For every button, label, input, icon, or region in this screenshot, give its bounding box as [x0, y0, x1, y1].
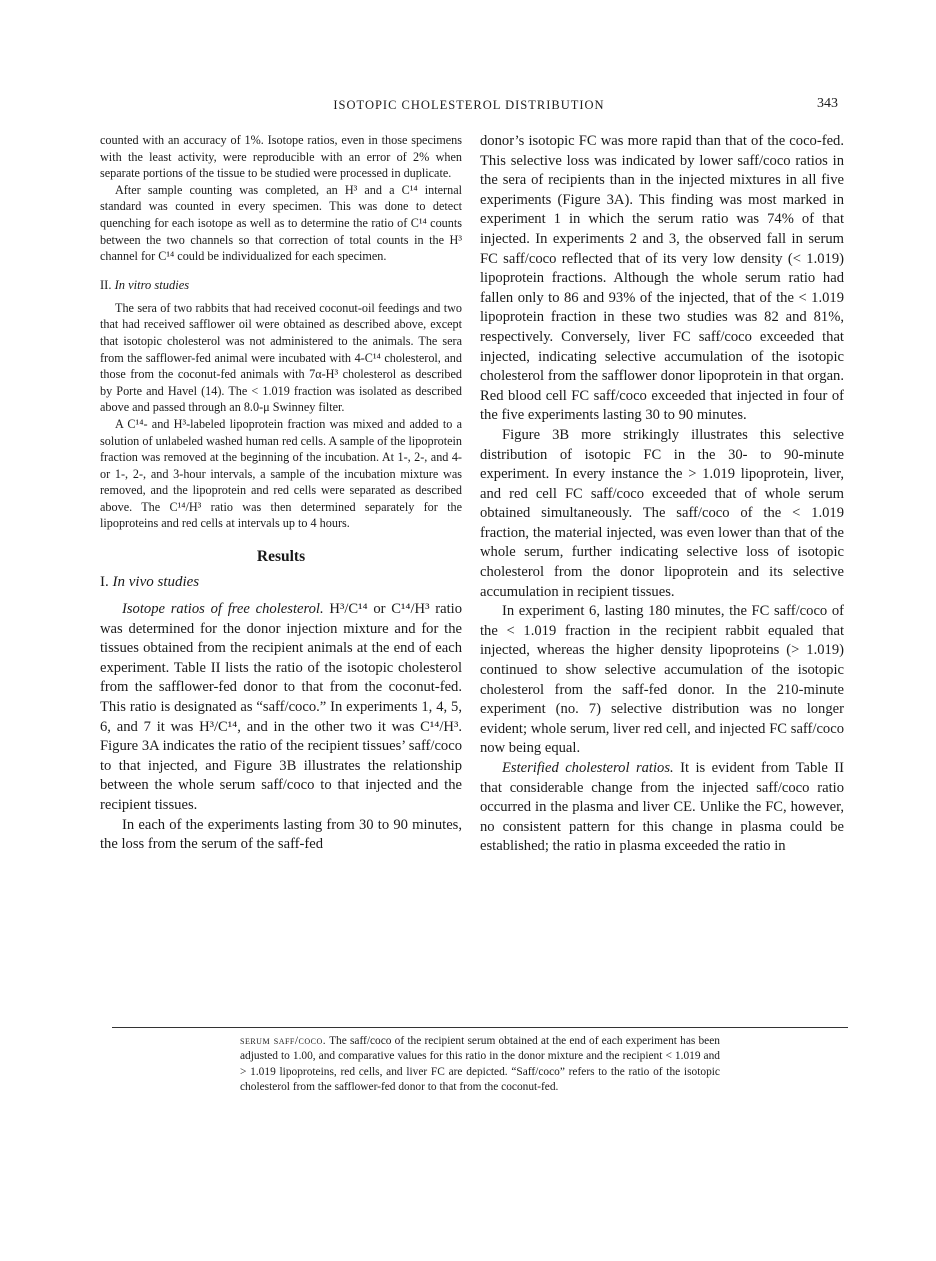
figure-caption: [240, 1034, 720, 1096]
caption-text: The saff/coco of the recipient serum obtained at the end of each experiment has been adjusted to 1.00, and comparative values for this ratio in the donor mixture and the recipient < 1.019 and > 1.019 lipoproteins, red cells, and liver FC are depicted. “Saff/coco” refers to the ratio of the isotopic cholesterol from the safflower-fed donor to that from the coconut-fed.: [240, 1035, 720, 1094]
run-in-heading: Isotope ratios of free cholesterol.: [122, 601, 324, 618]
paragraph: counted with an accuracy of 1%. Isotope ratios, even in those specimens with the least activity, were reproducible with an error of 2% when separate portions of the tissue to be studied were processed in duplicate.: [100, 133, 462, 181]
right-column-text: [480, 132, 844, 857]
heading-number: I.: [100, 574, 109, 591]
in-vitro-section: [100, 300, 462, 532]
footnote-divider: [112, 1027, 848, 1028]
paragraph: In each of the experiments lasting from 30 to 90 minutes, the loss from the serum of the saff-fed: [100, 816, 462, 853]
paragraph: [480, 759, 844, 857]
paragraph: In experiment 6, lasting 180 minutes, the FC saff/coco of the < 1.019 fraction in the recipient rabbit equaled that injected, whereas the higher density lipoproteins (> 1.019) continued to show selective accumulation of the isotopic cholesterol from the saff-fed donor. In the 210-minute experiment (no. 7) selective distribution was no longer evident; whole serum, liver red cell, and injected FC saff/coco now being equal.: [480, 603, 844, 757]
results-heading: Results: [256, 548, 306, 566]
caption-lead: serum saff/coco.: [240, 1035, 327, 1047]
paragraph: Figure 3B more strikingly illustrates this selective distribution of isotopic FC in the 30- to 90-minute experiment. In every instance the > 1.019 lipoprotein, liver, and red cell FC saff/coco exceeded that of whole serum obtained simultaneously. The saff/coco of the < 1.019 fraction, the material injected, was even lower than that of the whole serum, further indicating selective loss of isotopic cholesterol from the donor lipoprotein and its selective accumulation in recipient tissues.: [480, 426, 844, 600]
page-number: 343: [817, 96, 838, 111]
paragraph: donor’s isotopic FC was more rapid than that of the coco-fed. This selective loss was indicated by lower saff/coco ratios in the sera of recipients than in the injected mixtures in all five experiments (Figure 3A). This finding was most marked in experiment 1 in which the serum ratio was 74% of that injected. In experiments 2 and 3, the observed fall in serum FC saff/coco reflected that of its very low density (< 1.019) lipoprotein fractions. Although the whole serum ratio had fallen only to 86 and 93% of the injected, that of the < 1.019 lipoprotein fraction in these two studies was 82 and 81%, respectively. Conversely, liver FC saff/coco exceeded that injected, indicating selective accumulation of the isotopic cholesterol from the safflower donor lipoprotein in that organ. Red blood cell FC saff/coco exceeded that injected in four of the five experiments lasting 30 to 90 minutes.: [480, 133, 844, 424]
section-heading-in-vivo: [100, 574, 462, 591]
section-heading-in-vitro: [100, 278, 462, 293]
heading-text: In vitro studies: [114, 277, 190, 292]
left-column: [100, 132, 462, 855]
methods-continuation: [100, 132, 462, 265]
paragraph-text: H³/C¹⁴ or C¹⁴/H³ ratio was determined for the donor injection mixture and for the tissues obtained from the recipient animals at the end of each experiment. Table II lists the ratio of the isotopic cholesterol from the safflower-fed donor to that from the coconut-fed. This ratio is designated as “saff/coco.” In experiments 1, 4, 5, 6, and 7 it was H³/C¹⁴, and in the other two it was C¹⁴/H³. Figure 3A indicates the ratio of the recipient tissues’ saff/coco to that injected, and Figure 3B illustrates the relationship between the whole serum saff/coco to that injected and the recipient tissues.: [100, 601, 462, 813]
run-in-heading: Esterified cholesterol ratios.: [502, 760, 674, 776]
right-column: [480, 132, 844, 857]
paragraph: A C¹⁴- and H³-labeled lipoprotein fraction was mixed and added to a solution of unlabeled washed human red cells. A sample of the lipoprotein fraction was removed at the beginning of the incubation. At 1-, 2-, and 4- or 1-, 2-, and 3-hour intervals, a sample of the incubation mixture was removed, and the lipoprotein and red cells were separated as described above. The C¹⁴/H³ ratio was then determined separately for the lipoproteins and red cells at intervals up to 4 hours.: [100, 416, 462, 531]
paragraph: After sample counting was completed, an H³ and a C¹⁴ internal standard was counted in every specimen. This was done to detect quenching for each isotope as well as to determine the ratio of C¹⁴ counts between the two channels so that correction of total counts in the H³ channel for C¹⁴ could be individualized for each specimen.: [100, 182, 462, 264]
heading-text: In vivo studies: [112, 574, 200, 591]
in-vivo-section: [100, 600, 462, 855]
paragraph: [100, 600, 462, 816]
paragraph-text: It is evident from Table II that considerable change from the injected saff/coco ratio occurred in the plasma and liver CE. Unlike the FC, however, no consistent pattern for this change in plasma could be established; the ratio in plasma exceeded the ratio in: [480, 760, 844, 855]
page-header: [100, 98, 838, 118]
heading-number: II.: [100, 277, 112, 292]
running-title: ISOTOPIC CHOLESTEROL DISTRIBUTION: [333, 98, 605, 112]
paragraph: The sera of two rabbits that had received coconut-oil feedings and two that had received safflower oil were obtained as described above, except that isotopic cholesterol was not administered to the animals. The sera from the safflower-fed animal were incubated with 4-C¹⁴ cholesterol, and those from the coconut-fed animals with 7α-H³ cholesterol as described by Porte and Havel (14). The < 1.019 fraction was isolated as described above and passed through an 8.0-μ Swinney filter.: [100, 300, 462, 415]
